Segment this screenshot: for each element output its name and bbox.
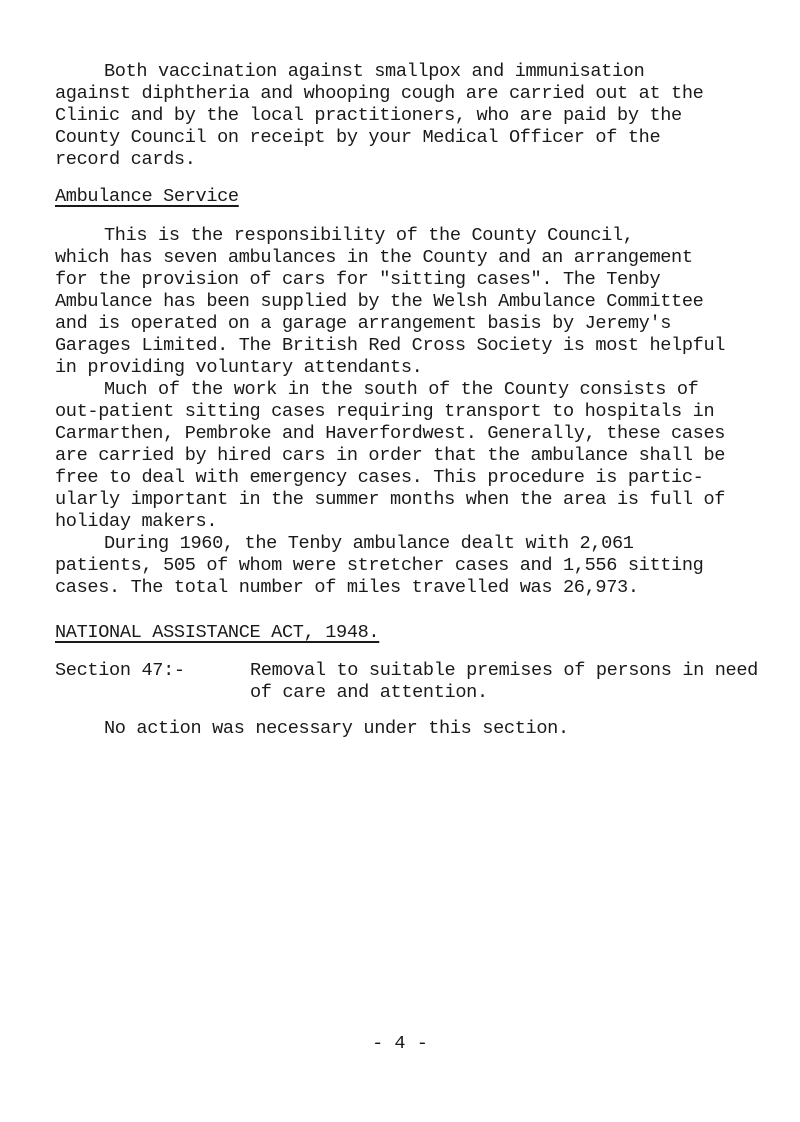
ambulance-p1-line-7: in providing voluntary attendants. (55, 357, 423, 378)
ambulance-p2-line-7: holiday makers. (55, 511, 218, 532)
intro-line-3: Clinic and by the local practitioners, who are paid by the (55, 105, 682, 126)
section-label: Section 47:- (55, 660, 185, 681)
ambulance-p2-line-3: Carmarthen, Pembroke and Haverfordwest. Generally, these cases (55, 423, 726, 444)
assistance-heading: NATIONAL ASSISTANCE ACT, 1948. (55, 622, 380, 643)
page-number: - 4 - (372, 1033, 428, 1054)
intro-line-5: record cards. (55, 149, 196, 170)
ambulance-p2-line-6: ularly important in the summer months when the area is full of (55, 489, 726, 510)
ambulance-p1-line-4: Ambulance has been supplied by the Welsh Ambulance Committee (55, 291, 704, 312)
ambulance-p1-line-5: and is operated on a garage arrangement basis by Jeremy's (55, 313, 672, 334)
ambulance-p3-line-3: cases. The total number of miles travelled was 26,973. (55, 577, 639, 598)
ambulance-p2-line-4: are carried by hired cars in order that the ambulance shall be (55, 445, 726, 466)
ambulance-p2-line-5: free to deal with emergency cases. This procedure is partic- (55, 467, 704, 488)
ambulance-p2-line-1: Much of the work in the south of the County consists of (104, 379, 699, 400)
ambulance-p1-line-6: Garages Limited. The British Red Cross Society is most helpful (55, 335, 726, 356)
section-note: No action was necessary under this section. (104, 718, 569, 739)
ambulance-p2-line-2: out-patient sitting cases requiring transport to hospitals in (55, 401, 715, 422)
section-text-line-1: Removal to suitable premises of persons in need (250, 660, 758, 681)
intro-line-4: County Council on receipt by your Medical Officer of the (55, 127, 661, 148)
ambulance-p1-line-2: which has seven ambulances in the County and an arrangement (55, 247, 693, 268)
intro-line-2: against diphtheria and whooping cough are carried out at the (55, 83, 704, 104)
ambulance-p1-line-1: This is the responsibility of the County Council, (104, 225, 634, 246)
ambulance-p3-line-2: patients, 505 of whom were stretcher cases and 1,556 sitting (55, 555, 704, 576)
ambulance-p1-line-3: for the provision of cars for "sitting cases". The Tenby (55, 269, 661, 290)
intro-line-1: Both vaccination against smallpox and immunisation (104, 61, 645, 82)
section-text-line-2: of care and attention. (250, 682, 488, 703)
ambulance-heading: Ambulance Service (55, 186, 239, 207)
ambulance-p3-line-1: During 1960, the Tenby ambulance dealt with 2,061 (104, 533, 634, 554)
